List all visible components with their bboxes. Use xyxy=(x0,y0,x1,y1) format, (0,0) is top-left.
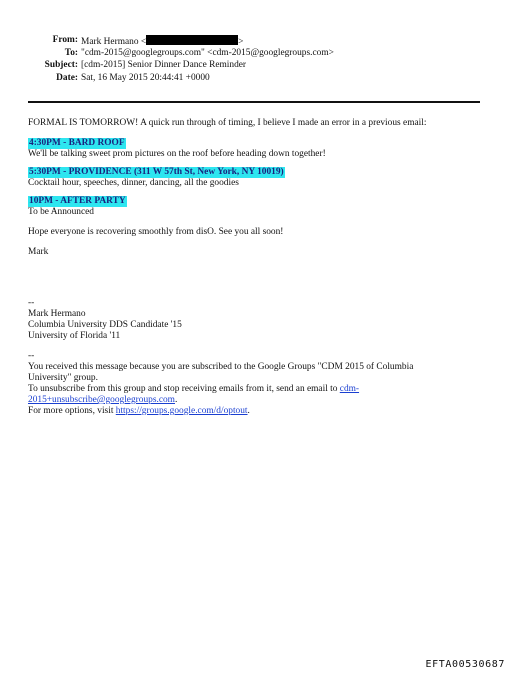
footer-line: You received this message because you are subscribed to the Google Groups "CDM 2015 of Columbia xyxy=(28,362,414,372)
event-heading xyxy=(28,138,480,149)
date-value: Sat, 16 May 2015 20:44:41 +0000 xyxy=(81,72,210,83)
highlighted-heading: 5:30PM - PROVIDENCE (311 W 57th St, New York, NY 10019) xyxy=(29,167,284,177)
email-header xyxy=(0,35,512,85)
redaction-block xyxy=(146,35,238,45)
footer-text: To unsubscribe from this group and stop receiving emails from it, send an email to xyxy=(28,384,340,394)
event-heading xyxy=(28,196,480,207)
signature-line: Columbia University DDS Candidate '15 xyxy=(28,320,182,330)
from-row xyxy=(0,35,512,48)
bates-number: EFTA00530687 xyxy=(425,659,505,670)
event-description: Cocktail hour, speeches, dinner, dancing, all the goodies xyxy=(28,178,239,188)
intro-text: FORMAL IS TOMORROW! A quick run through of timing, I believe I made an error in a previous email: xyxy=(28,118,427,128)
footer-line: University" group. xyxy=(28,373,98,383)
highlighted-heading: 4:30PM - BARD ROOF xyxy=(29,138,125,148)
to-value: "cdm-2015@googlegroups.com" <cdm-2015@googlegroups.com> xyxy=(81,47,334,58)
footer-text: For more options, visit xyxy=(28,406,116,416)
to-label: To: xyxy=(64,47,78,58)
signature-name: Mark Hermano xyxy=(28,309,86,319)
from-value-end: > xyxy=(238,37,244,47)
header-divider xyxy=(28,101,480,103)
unsubscribe-link[interactable]: cdm- xyxy=(339,384,360,394)
from-value xyxy=(81,35,243,48)
unsubscribe-link-continued[interactable]: 2015+unsubscribe@googlegroups.com xyxy=(28,395,175,405)
to-row xyxy=(0,48,512,61)
sign-name: Mark xyxy=(28,247,49,257)
subject-label: Subject: xyxy=(44,60,78,70)
footer-unsubscribe-line-2 xyxy=(28,395,480,406)
event-heading xyxy=(28,167,480,178)
footer-unsubscribe-line xyxy=(28,384,480,395)
footer-text: . xyxy=(174,395,178,405)
from-name: Mark Hermano < xyxy=(81,37,147,47)
date-row xyxy=(0,73,512,86)
signature-dashes: -- xyxy=(28,298,35,308)
footer-options-line xyxy=(28,406,480,417)
closing-text: Hope everyone is recovering smoothly from disO. See you all soon! xyxy=(28,227,284,237)
subject-value: [cdm-2015] Senior Dinner Dance Reminder xyxy=(81,60,247,70)
optout-link[interactable]: https://groups.google.com/d/optout xyxy=(115,406,248,416)
event-description: To be Announced xyxy=(28,207,94,217)
date-label: Date: xyxy=(56,72,78,83)
email-body xyxy=(28,118,480,417)
event-description: We'll be talking sweet prom pictures on the roof before heading down together! xyxy=(28,149,326,159)
highlighted-heading: 10PM - AFTER PARTY xyxy=(29,196,126,206)
subject-row xyxy=(0,60,512,73)
from-label: From: xyxy=(52,35,78,45)
signature-line: University of Florida '11 xyxy=(28,331,121,341)
footer-dashes: -- xyxy=(28,351,35,361)
footer-text: . xyxy=(247,406,250,416)
